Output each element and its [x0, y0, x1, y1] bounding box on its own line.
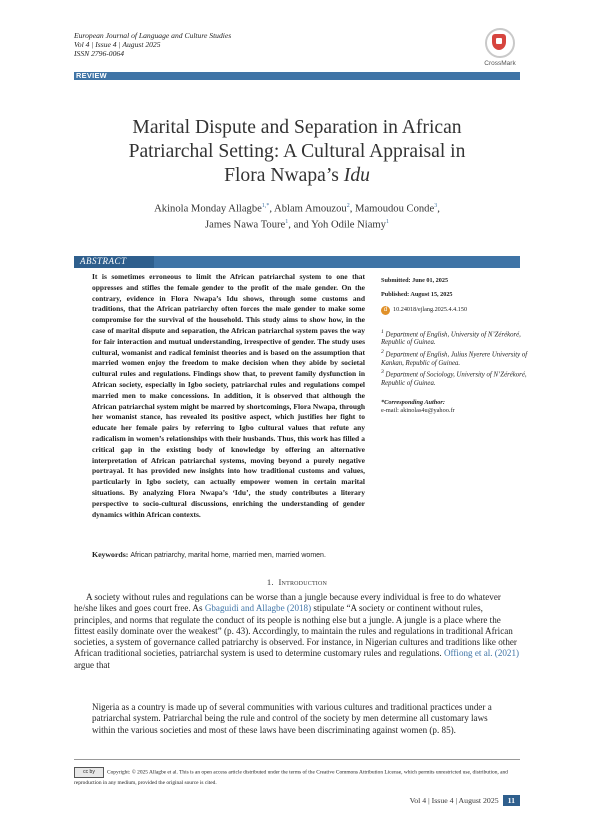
article-title: [74, 116, 520, 188]
affiliation-item: [381, 348, 529, 368]
section-heading: [74, 577, 520, 587]
footer-vol-issue: Vol 4 | Issue 4 | August 2025: [409, 796, 499, 805]
keywords: [92, 550, 365, 561]
author-name: Akinola Monday Allagbe: [154, 203, 262, 215]
author-name: Yoh Odile Niamy: [311, 219, 386, 231]
author-name: Ablam Amouzou: [274, 203, 347, 215]
journal-issue: Vol 4 | Issue 4 | August 2025: [74, 40, 161, 50]
affiliation-text: Department of English, Julius Nyerere University of Kankan, Republic of Guinea.: [381, 351, 528, 367]
section-title: Introduction: [278, 577, 328, 587]
section-number: 1.: [266, 577, 274, 587]
corresponding-email[interactable]: e-mail: akinolas4u@yahoo.fr: [381, 407, 455, 415]
keywords-value: African patriarchy, marital home, married men, married women.: [130, 552, 326, 559]
journal-name: European Journal of Language and Culture Studies: [74, 31, 232, 40]
doi-link[interactable]: 10.24018/ejlang.2025.4.4.150: [393, 306, 468, 314]
cc-by-icon[interactable]: cc by: [74, 767, 104, 778]
affiliation-item: [381, 328, 529, 348]
author-name: James Nawa Toure: [205, 219, 286, 231]
license-notice: [74, 767, 520, 788]
journal-issn: ISSN 2796-0064: [74, 49, 124, 59]
section-tag-bar: [74, 72, 520, 80]
affiliations: [381, 328, 529, 388]
author-affiliation-sup: 1,*: [261, 203, 270, 209]
affiliation-text: Department of Sociology, University of N’Zérékoré, Republic of Guinea.: [381, 371, 527, 387]
abstract-label: ABSTRACT: [80, 256, 127, 266]
page-number: 11: [503, 795, 520, 806]
doi-row[interactable]: [381, 306, 529, 315]
author-affiliation-sup: 2: [346, 203, 350, 209]
section-tag: REVIEW: [76, 71, 107, 80]
abstract-bar: [74, 256, 520, 268]
crossmark-label: CrossMark: [484, 60, 516, 67]
title-line-3: [74, 164, 520, 188]
license-text: Copyright: © 2025 Allagbe et al. This is an open access article distributed under the terms of the Creative Commons Attribution License, which permits unrestricted use, distribution, and reproduction in any medium, provided the original source is cited.: [74, 769, 508, 786]
published-date: Published: August 15, 2025: [381, 291, 453, 299]
page-footer: [384, 795, 520, 806]
crossmark-icon: [485, 28, 515, 58]
affiliation-sup: 3: [381, 368, 384, 375]
affiliation-sup: 1: [381, 328, 384, 335]
introduction-body: [74, 592, 520, 671]
doi-icon: d: [381, 306, 390, 315]
crossmark-badge[interactable]: [470, 28, 530, 74]
author-affiliation-sup: 1: [385, 218, 389, 225]
block-quote: Nigeria as a country is made up of several communities with various cultures and traditional practices under a patriarchal system. Patriarchal being the rule and control of the society by men determine all customary laws within the various societies and most of these laws have been discriminating against women (p. 85).: [92, 702, 492, 735]
journal-header: [74, 31, 231, 59]
affiliation-item: [381, 368, 529, 388]
author-separator: ,: [437, 203, 440, 215]
author-name: Mamoudou Conde: [355, 203, 435, 215]
article-info-sidebar: [381, 277, 529, 416]
affiliation-sup: 2: [381, 348, 384, 355]
paragraph: [74, 592, 520, 671]
author-separator: ,: [349, 203, 356, 215]
title-line-3-text: Flora Nwapa’s: [224, 165, 344, 186]
title-line-1: Marital Dispute and Separation in African: [132, 117, 462, 138]
title-book-name: Idu: [343, 165, 370, 186]
footer-divider: [74, 759, 520, 760]
paragraph-text: A society without rules and regulations can be worse than a jungle because every individual is free to do whatever he/she likes and goes court free. As: [74, 592, 501, 614]
author-list: [74, 200, 520, 231]
paragraph-text: stipulate “A society or continent without rules, principles, and norms that regulate the conduct of its people is nothing else but a jungle. A jungle is a place where the fittest easily dominate over the weakest” (p. 43). Accordingly, to maintain the rules and regulations in traditional African societies, a system of governance called patriarchy is observed. For instance, in Nigerian cultures and traditions like other African traditional societies, patriarchal system is used to determine customary rules and regulations.: [74, 603, 517, 659]
title-line-2: Patriarchal Setting: A Cultural Appraisal in: [128, 141, 466, 162]
corresponding-label: *Corresponding Author:: [381, 399, 445, 407]
abstract-text: It is sometimes erroneous to limit the African patriarchal system to one that oppresses and stifles the female gender to the profit of the male gender. On the contrary, evidence in Flora Nwapa’s Idu shows, through some customs and traditions, that the African patriarchy often forces the male gender to make some compromise for the survival of the household. This study aims to show how, in the case of marital dispute and separation, the African patriarchal system paves the way for fair interaction and mutual understanding, irrespective of gender. The study uses cultural, womanist and radical feminist theories and is based on the assumption that married women enjoy the freedom to make decision when they abide by societal cultural rules and regulations. Findings show that, to prevent family dysfunction in African society, especially in Igbo society, patriarchal rules and regulations compel married men to make concessions. In addition, it is observed that although the African patriarchal system might be marred by shortcomings, Flora Nwapa, through her womanist stance, has revealed its positive aspect, which justifies her fight to educate her female pairs by referring to Igbo cultural values that refute any radicalism in women’s relationships with their husbands. Thus, this work has filled a critical gap in the existing body of knowledge by offering an alternative interpretation of African patriarchal systems, moving beyond a purely negative portrayal. It has provided new insights into how traditional customs and values, particularly in Igbo society, can actually empower women in certain marital situations. By analyzing Flora Nwapa’s ‘Idu’, the study contributes a literary perspective to socio-cultural discussions, enriching the understanding of gender dynamics within African contexts.: [92, 272, 365, 519]
paragraph-text: argue that: [74, 659, 110, 670]
author-separator: , and: [288, 219, 312, 231]
citation-link[interactable]: Gbaguidi and Allagbe (2018): [204, 603, 312, 614]
author-separator: ,: [269, 203, 275, 215]
affiliation-text: Department of English, University of N’Zérékoré, Republic of Guinea.: [381, 331, 521, 347]
author-affiliation-sup: 3: [434, 203, 438, 209]
keywords-label: Keywords:: [92, 550, 129, 559]
citation-link[interactable]: Offiong et al. (2021): [443, 648, 520, 659]
corresponding-author: [381, 399, 529, 416]
author-affiliation-sup: 1: [285, 218, 289, 225]
submitted-date: Submitted: June 01, 2025: [381, 277, 449, 284]
